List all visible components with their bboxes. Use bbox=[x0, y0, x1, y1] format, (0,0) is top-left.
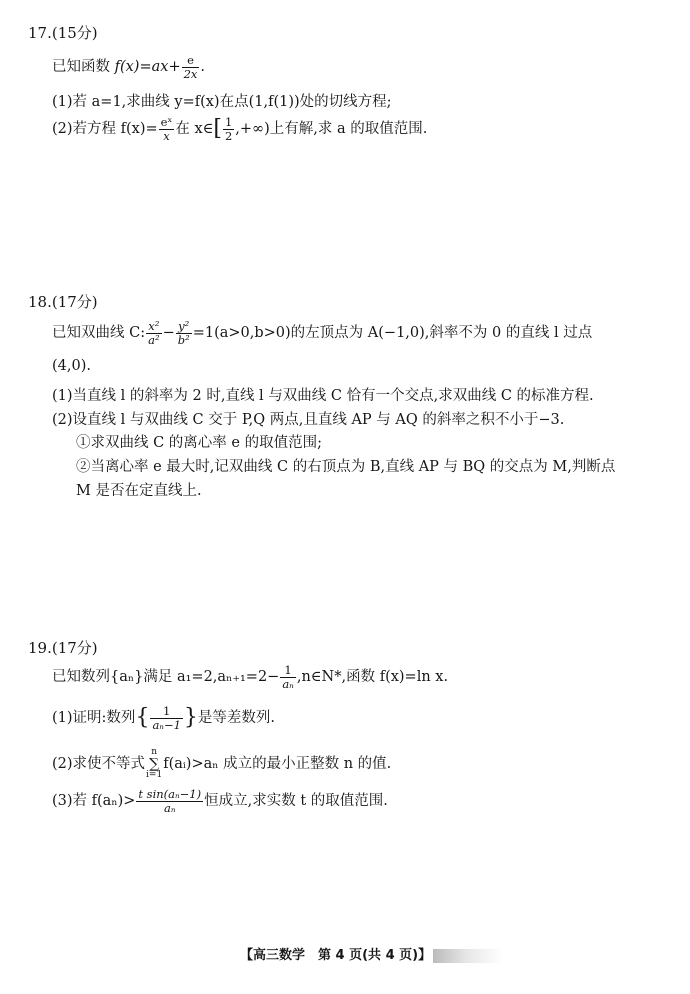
footer-watermark bbox=[433, 949, 503, 963]
q18-sub2: ②当离心率 e 最大时,记双曲线 C 的右顶点为 B,直线 AP 与 BQ 的交点为 M,判断点 bbox=[76, 459, 616, 475]
q19-intro bbox=[52, 664, 448, 690]
q19-p3-text-b: 恒成立,求实数 t 的取值范围. bbox=[204, 793, 388, 810]
q19-left-brace: { bbox=[135, 705, 150, 731]
q19-summation bbox=[146, 748, 162, 780]
q17-intro bbox=[52, 54, 205, 80]
q19-header: 19.(17分) bbox=[28, 639, 98, 657]
q17-p2-text-b: 在 x∈ bbox=[175, 121, 214, 138]
q17-p2-num: eˣ bbox=[160, 115, 173, 129]
q17-p2-fraction bbox=[159, 116, 175, 142]
q17-intro-end: . bbox=[200, 59, 206, 76]
q17-fraction bbox=[182, 54, 200, 80]
q19-p3-fraction bbox=[136, 788, 203, 814]
q17-part1: (1)若 a=1,求曲线 y=f(x)在点(1,f(1))处的切线方程; bbox=[52, 94, 392, 110]
q19-intro-a: 已知数列{aₙ}满足 a₁=2,aₙ₊₁=2− bbox=[52, 669, 280, 686]
q19-p2-text-a: (2)求使不等式 bbox=[52, 756, 146, 772]
q17-p2-den: x bbox=[159, 129, 175, 143]
q18-intro-cont: (4,0). bbox=[52, 358, 91, 374]
q19-p3-text-a: (3)若 f(aₙ)> bbox=[52, 793, 136, 810]
q18-y-fraction bbox=[176, 320, 192, 346]
q18-sub1: ①求双曲线 C 的离心率 e 的取值范围; bbox=[76, 435, 322, 451]
q18-intro-a: 已知双曲线 C: bbox=[52, 325, 146, 342]
q17-header: 17.(15分) bbox=[28, 24, 98, 42]
q17-part2 bbox=[52, 116, 427, 142]
q17-frac-den: 2x bbox=[183, 66, 198, 81]
q19-p2-text-b: f(aᵢ)>aₙ 成立的最小正整数 n 的值. bbox=[163, 756, 392, 772]
q17-frac-num: e bbox=[187, 53, 194, 67]
q19-p3-num: t sin(aₙ−1) bbox=[138, 787, 202, 801]
q17-intro-text: 已知函数 bbox=[52, 59, 110, 76]
q19-right-brace: } bbox=[183, 705, 198, 731]
q17-fx: f(x)=ax+ bbox=[114, 59, 181, 76]
q19-p1-fraction bbox=[150, 705, 182, 731]
q19-intro-num: 1 bbox=[284, 663, 292, 677]
q17-half bbox=[223, 116, 234, 142]
q19-part3 bbox=[52, 788, 388, 814]
page-footer bbox=[240, 944, 503, 963]
q18-minus: − bbox=[162, 325, 175, 342]
q18-x-den: a² bbox=[148, 332, 160, 347]
q19-intro-fraction bbox=[280, 664, 296, 690]
q19-p1-text-a: (1)证明:数列 bbox=[52, 710, 136, 727]
q19-p1-text-b: 是等差数列. bbox=[197, 710, 276, 727]
q17-p2-text-c: ,+∞)上有解,求 a 的取值范围. bbox=[235, 121, 428, 138]
q18-y-num: y² bbox=[178, 319, 190, 333]
q17-p2-text-a: (2)若方程 f(x)= bbox=[52, 121, 158, 138]
q17-half-num: 1 bbox=[224, 115, 233, 129]
q19-p1-num: 1 bbox=[163, 704, 171, 718]
q19-sum-top: n bbox=[151, 747, 158, 757]
q18-y-den: b² bbox=[177, 332, 190, 347]
q19-part2 bbox=[52, 748, 391, 780]
q17-half-den: 2 bbox=[224, 128, 233, 143]
q19-intro-den: aₙ bbox=[282, 676, 294, 691]
q19-intro-b: ,n∈N*,函数 f(x)=ln x. bbox=[296, 669, 449, 686]
q18-x-num: x² bbox=[148, 319, 160, 333]
q19-sum-bottom: i=1 bbox=[146, 770, 163, 780]
q19-p1-den: aₙ−1 bbox=[152, 717, 181, 732]
q18-part2: (2)设直线 l 与双曲线 C 交于 P,Q 两点,且直线 AP 与 AQ 的斜率之积不小于−3. bbox=[52, 412, 565, 428]
q18-sub2-cont: M 是否在定直线上. bbox=[76, 483, 202, 499]
q17-left-bracket: [ bbox=[213, 116, 222, 142]
q19-part1 bbox=[52, 705, 275, 731]
q19-p3-den: aₙ bbox=[136, 801, 203, 815]
footer-text: 【高三数学 第 4 页(共 4 页)】 bbox=[240, 948, 432, 963]
q18-x-fraction bbox=[146, 320, 161, 346]
q18-intro-b: =1(a>0,b>0)的左顶点为 A(−1,0),斜率不为 0 的直线 l 过点 bbox=[192, 325, 593, 342]
q18-intro bbox=[52, 320, 592, 346]
q18-header: 18.(17分) bbox=[28, 293, 98, 311]
q18-part1: (1)当直线 l 的斜率为 2 时,直线 l 与双曲线 C 恰有一个交点,求双曲线 C 的标准方程. bbox=[52, 388, 594, 404]
q19-sum-sigma: ∑ bbox=[149, 756, 160, 772]
